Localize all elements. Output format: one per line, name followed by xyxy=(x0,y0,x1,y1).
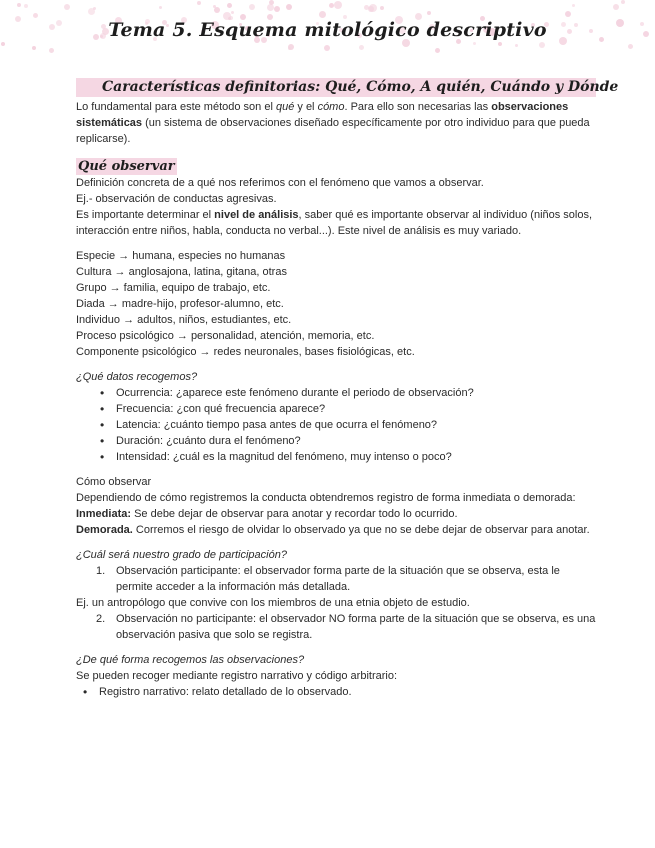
decorative-dot xyxy=(565,11,571,17)
decorative-dot xyxy=(64,4,70,10)
decorative-dot xyxy=(159,6,162,9)
decorative-dot xyxy=(267,4,274,11)
list-item: 2. Observación no participante: el observador NO forma parte de la situación que se observa, es una observación pasiva que solo se registra. xyxy=(96,613,596,641)
list-item: • Intensidad: ¿cuál es la magnitud del fenómeno, muy intenso o poco? xyxy=(116,449,596,465)
decorative-dot xyxy=(231,11,234,14)
list-item: • Ocurrencia: ¿aparece este fenómeno durante el periodo de observación? xyxy=(116,385,596,401)
decorative-dot xyxy=(380,6,384,10)
participacion-list-2 xyxy=(76,611,596,643)
datos-question: ¿Qué datos recogemos? xyxy=(76,371,198,383)
level-item: Proceso psicológico → personalidad, atención, memoria, etc. xyxy=(76,330,375,342)
decorative-dot xyxy=(539,42,545,48)
level-item: Individuo → adultos, niños, estudiantes, etc. xyxy=(76,314,292,326)
decorative-dot xyxy=(1,42,5,46)
demorada-paragraph: Demorada. Corremos el riesgo de olvidar lo observado ya que no se debe dejar de observar para anotar. xyxy=(76,524,590,536)
decorative-dot xyxy=(93,7,96,10)
list-item: • Registro narrativo: relato detallado de lo observado. xyxy=(99,684,596,700)
decorative-dot xyxy=(498,42,502,46)
decorative-dot xyxy=(227,3,232,8)
forma-list xyxy=(76,684,596,700)
decorative-dot xyxy=(249,4,255,10)
decorative-dot xyxy=(613,4,619,10)
list-item: • Latencia: ¿cuánto tiempo pasa antes de que ocurra el fenómeno? xyxy=(116,417,596,433)
section-heading-caracteristicas: Características definitorias: Qué, Cómo, A quién, Cuándo y Dónde xyxy=(76,78,596,97)
decorative-dot xyxy=(324,45,330,51)
decorative-dot xyxy=(473,42,476,45)
decorative-dot xyxy=(286,4,292,10)
como-paragraph: Dependiendo de cómo registremos la conducta obtendremos registro de forma inmediata o demorada: xyxy=(76,492,576,504)
list-item: • Frecuencia: ¿con qué frecuencia aparece? xyxy=(116,401,596,417)
level-item: Grupo → familia, equipo de trabajo, etc. xyxy=(76,282,271,294)
forma-paragraph: Se pueden recoger mediante registro narrativo y código arbitrario: xyxy=(76,670,398,682)
decorative-dot xyxy=(515,44,518,47)
decorative-dot xyxy=(33,13,38,18)
list-item: 1. Observación participante: el observador forma parte de la situación que se observa, esta le permite acceder a la información más detallada. xyxy=(96,565,560,593)
decorative-dot xyxy=(572,4,575,7)
decorative-dot xyxy=(319,11,326,18)
decorative-dot xyxy=(368,6,374,12)
decorative-dot xyxy=(621,0,625,4)
decorative-dot xyxy=(213,5,216,8)
decorative-dot xyxy=(628,44,633,49)
decorative-dot xyxy=(32,46,36,50)
decorative-dot xyxy=(435,48,440,53)
decorative-dot xyxy=(17,3,21,7)
decorative-dot xyxy=(24,4,28,8)
decorative-dot xyxy=(288,44,294,50)
como-heading: Cómo observar xyxy=(76,476,152,488)
decorative-dot xyxy=(334,1,342,9)
decorative-dot xyxy=(49,48,54,53)
page-title: Tema 5. Esquema mitológico descriptivo xyxy=(108,19,547,41)
level-item: Componente psicológico → redes neuronales, bases fisiológicas, etc. xyxy=(76,346,415,358)
decorative-dot xyxy=(359,45,364,50)
sub-heading-que-observar: Qué observar xyxy=(78,159,175,174)
datos-list xyxy=(76,385,596,465)
forma-question: ¿De qué forma recogemos las observaciones? xyxy=(76,654,305,666)
participacion-question: ¿Cuál será nuestro grado de participación? xyxy=(76,549,287,561)
level-item: Cultura → anglosajona, latina, gitana, otras xyxy=(76,266,287,278)
participacion-list xyxy=(76,563,596,595)
participacion-example: Ej. un antropólogo que convive con los miembros de una etnia objeto de estudio. xyxy=(76,597,470,609)
decorative-dot xyxy=(274,6,280,12)
nivel-analisis-paragraph: Es importante determinar el nivel de análisis, saber qué es importante observar al individuo (niños solos, interacción entre niños, habla, conducta no verbal...). Este nivel de análisis es muy variado. xyxy=(76,209,593,237)
document-body xyxy=(76,78,619,700)
intro-paragraph: Lo fundamental para este método son el qué y el cómo. Para ello son necesarias las observaciones sistemáticas (un sistema de observaciones diseñado específicamente por otro individuo para que pueda replicarse). xyxy=(76,101,590,145)
que-observar-example: Ej.- observación de conductas agresivas. xyxy=(76,193,277,205)
list-item: • Duración: ¿cuánto dura el fenómeno? xyxy=(116,433,596,449)
inmediata-paragraph: Inmediata: Se debe dejar de observar para anotar y recordar todo lo ocurrido. xyxy=(76,508,458,520)
level-item: Especie → humana, especies no humanas xyxy=(76,250,286,262)
decorative-dot xyxy=(427,11,431,15)
decorative-dot xyxy=(197,1,201,5)
level-item: Diada → madre-hijo, profesor-alumno, etc. xyxy=(76,298,284,310)
levels-list xyxy=(76,248,596,360)
que-observar-line: Definición concreta de a qué nos referimos con el fenómeno que vamos a observar. xyxy=(76,177,484,189)
